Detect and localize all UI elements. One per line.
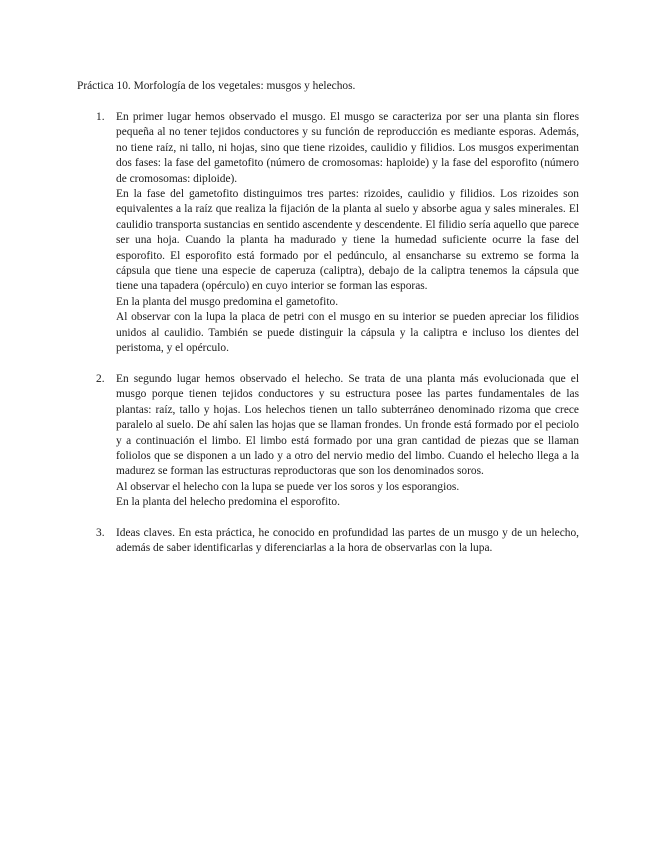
document-title: Práctica 10. Morfología de los vegetales: musgos y helechos. bbox=[77, 80, 356, 92]
list-number: 1. bbox=[96, 111, 105, 123]
list-number: 2. bbox=[96, 372, 105, 385]
numbered-list bbox=[77, 110, 579, 572]
paragraph: Ideas claves. En esta práctica, he conocido en profundidad las partes de un musgo y de un helecho, además de saber identificarlas y diferenciarlas a la hora de observarlas con la lupa. bbox=[116, 526, 579, 555]
paragraph: Al observar con la lupa la placa de petri con el musgo en su interior se pueden apreciar los filidios unidos al caulidio. También se puede distinguir la cápsula y la caliptra e incluso los dientes del peristoma, y el opérculo. bbox=[116, 311, 579, 355]
list-item-ideas-claves bbox=[77, 526, 579, 557]
paragraph: Al observar el helecho con la lupa se puede ver los soros y los esporangios. bbox=[116, 480, 460, 493]
list-item-musgo bbox=[77, 110, 579, 357]
list-number: 3. bbox=[96, 526, 105, 539]
paragraph: En primer lugar hemos observado el musgo. El musgo se caracteriza por ser una planta sin flores pequeña al no tener tejidos conductores y su función de reproducción es mediante esporas. Además, no tiene raíz, ni tallo, ni hojas, sino que tiene rizoides, caulidio y filidios. Los musgos experimentan dos fases: la fase del gametofito (número de cromosomas: haploide) y la fase del esporofito (número de cromosomas: diploide). bbox=[116, 111, 579, 185]
paragraph: En la planta del musgo predomina el gametofito. bbox=[116, 295, 339, 308]
paragraph: En la fase del gametofito distinguimos tres partes: rizoides, caulidio y filidios. Los rizoides son equivalentes a la raíz que realiza la fijación de la planta al suelo y absorbe agua y sales minerales. El caulidio transporta sustancias en sentido ascendente y descendente. El filidio sería aquello que parece ser una hoja. Cuando la planta ha madurado y tiene la humedad suficiente ocurre la fase del esporofito. El esporofito está formado por el pedúnculo, al ensancharse su extremo se forma la cápsula que tiene una especie de caperuza (caliptra), debajo de la caliptra tenemos la cápsula que tiene una tapadera (opérculo) en cuyo interior se forman las esporas. bbox=[116, 188, 579, 293]
paragraph: En segundo lugar hemos observado el helecho. Se trata de una planta más evolucionada que el musgo porque tienen tejidos conductores y su estructura posee las partes fundamentales de las plantas: raíz, tallo y hojas. Los helechos tienen un tallo subterráneo denominado rizoma que crece paralelo al suelo. De ahí salen las hojas que se llaman frondes. Un fronde está formado por el peciolo y a continuación el limbo. El limbo está formado por una gran cantidad de piezas que se llaman foliolos que se disponen a un lado y a otro del nervio medio del limbo. Cuando el helecho llega a la madurez se forman las estructuras reproductoras que son los denominados soros. bbox=[116, 372, 579, 478]
list-item-helecho bbox=[77, 372, 579, 511]
paragraph: En la planta del helecho predomina el esporofito. bbox=[116, 496, 340, 509]
